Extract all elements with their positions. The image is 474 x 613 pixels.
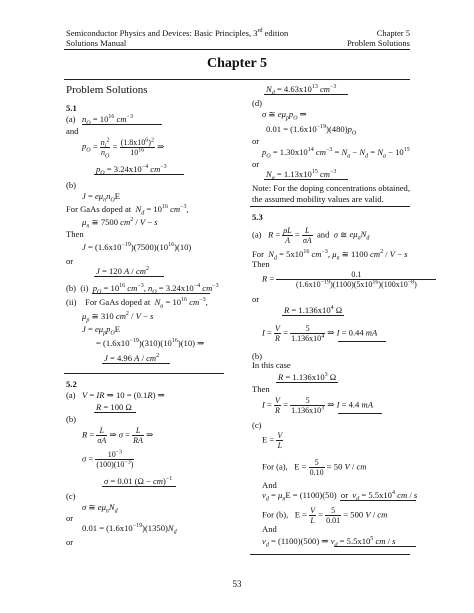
text-and-2: And	[262, 480, 277, 490]
eq-p0-result: $p_O = 3.24x10^{-4}$ $cm^{-3}$	[96, 164, 167, 177]
text-in-this-case: In this case	[252, 360, 291, 370]
eq-sigma-p: σ ≅ $e\mu_pp_O$ ⇒	[262, 109, 307, 122]
text-then-2: Then	[252, 259, 270, 269]
text-or-3: or	[66, 537, 74, 547]
eq-5-2-a: (a) V = IR ⇒ 10 = (0.1R) ⇒	[66, 390, 165, 400]
eq-sigma-result: σ = 0.01 (Ω − cm)$^{-1}$	[104, 476, 173, 486]
eq-J-result: J = 120 A / $cm^2$	[96, 266, 149, 276]
header-left: Semiconductor Physics and Devices: Basic Principles, 3rd edition Solutions Manual	[66, 28, 289, 48]
eq-5-1-a: (a) $n_O = 10^{16}$ $cm^{-3}$	[66, 114, 133, 127]
eq-R-result: R = 100 Ω	[96, 402, 132, 412]
eq-J: $J = e\mu_nn_OE$	[82, 191, 121, 204]
eq-R-numbers: R = $\frac{0.1}{(1.6x10^{-19})(1100)(5x10^{16})(100x10^{-8})}$	[262, 270, 436, 289]
eq-I-a: I = $\frac{V}{R}$ = $\frac{5}{1.136x10^4}$ ⇒ I = 0.44 mA	[262, 324, 378, 343]
text-and-3: And	[262, 524, 277, 534]
eq-E: E = $\frac{V}{L}$	[262, 431, 283, 450]
eq-R-result-b: $R = 1.136x10^3$ Ω	[278, 372, 337, 382]
header-rule	[64, 49, 410, 50]
eq-J-p-numbers: = $(1.6x10^{-19})(310)(10^{16})(10)$ ⇒	[96, 338, 205, 348]
eq-mobility-p: $\mu_p$ ≅ 310 $cm^2 / V - s$	[82, 311, 154, 324]
section-rule	[64, 79, 410, 80]
eq-sigma-solve: $0.01 = (1.6x10^{-19})(1350)N_d$	[82, 523, 177, 536]
eq-R-result-a: $R = 1.136x10^4$ Ω	[284, 305, 343, 315]
text-for-Nd: For $N_d = 5x10^{16}$ $cm^{-3}$, $\mu_n$ ≅ 1100 $cm^2 / V - s$	[252, 249, 408, 262]
eq-sigma-def: σ ≅ $e\mu_nN_d$	[82, 502, 118, 515]
eq-Nd-result: $N_d = 4.63x10^{13}$ $cm^{-3}$	[266, 84, 337, 97]
eq-J-p: $J = e\mu_pp_OE$	[82, 324, 121, 337]
eq-vd-a: $v_d = \mu_nE = (1100)(50)$ or $v_d = 5.5x10^4$ cm / s	[262, 490, 418, 503]
eq-p0: $p_O$ = $\frac{n_i^2}{n_O}$ = $\frac{(1.8x10^6)^2}{10^{16}}$ ⇒	[82, 137, 165, 160]
text-then: Then	[66, 229, 84, 239]
problem-5-3-heading: 5.3	[252, 212, 263, 222]
text-or-4: or	[252, 136, 260, 146]
eq-J-numbers: $J = (1.6x10^{-19})(7500)(10^{16})(10)$	[82, 242, 192, 252]
text-gaas-doped: For GaAs doped at $N_d = 10^{16}$ $cm^{-3}$,	[66, 204, 189, 217]
eq-E-b: For (b), E = $\frac{V}{L}$ = $\frac{5}{0.01}$ = 500 V / cm	[262, 506, 388, 525]
problem-5-2-heading: 5.2	[66, 379, 77, 389]
text-or-2: or	[66, 513, 74, 523]
section-title: Problem Solutions	[66, 84, 148, 96]
eq-Na-result: $N_a = 1.13x10^{15}$ $cm^{-3}$	[266, 169, 337, 182]
eq-mobility: $\mu_n$ ≅ 7500 $cm^2 / V - s$	[82, 217, 158, 230]
page-number: 53	[232, 579, 242, 589]
label-2c: (c)	[66, 491, 76, 501]
eq-E-a: For (a), E = $\frac{5}{0.10}$ = 50 V / cm	[262, 458, 367, 477]
label-3c: (c)	[252, 420, 262, 430]
label-2b: (b)	[66, 414, 77, 424]
text-and: and	[66, 126, 79, 136]
eq-sigma-p-numbers: $0.01 = (1.6x10^{-19})(480)p_O$	[266, 124, 357, 137]
eq-vd-b: $v_d = (1100)(500)$ ⇒ $v_d = 5.5x10^5$ cm / s	[262, 536, 396, 549]
eq-J-p-result: J = 4.96 A / $cm^2$	[104, 353, 160, 363]
eq-5-1-b-i: (b) (i) $p_O = 10^{16}$ $cm^{-3}$, $n_O = 3.24x10^{-4}$ $cm^{-3}$	[66, 283, 219, 296]
problem-5-1-heading: 5.1	[66, 103, 77, 113]
note: Note: For the doping concentrations obtained, the assumed mobility values are valid.	[252, 183, 410, 204]
eq-sigma-numbers: σ = $\frac{10^{-3}}{(100)(10^{-3})}$	[82, 449, 134, 469]
eq-I-b: I = $\frac{V}{R}$ = $\frac{5}{1.136x10^3}$ ⇒ I = 4.4 mA	[262, 396, 373, 415]
chapter-title: Chapter 5	[206, 56, 268, 71]
label-d: (d)	[252, 98, 263, 108]
eq-p0-d: $p_O = 1.30x10^{14}$ $cm^{-3} = N_a - N_d = N_a - 10^{15}$	[262, 147, 410, 160]
text-or-1: or	[66, 256, 74, 266]
text-or-5: or	[252, 159, 260, 169]
eq-R-sigma: R = $\frac{L}{\sigma A}$ ⇒ σ = $\frac{L}{RA}$ ⇒	[82, 426, 154, 445]
eq-5-3-a: (a) R = $\frac{\rho L}{A}$ = $\frac{L}{\sigma A}$ and σ ≅ $e\mu_nN_d$	[252, 226, 370, 245]
header-right: Chapter 5 Problem Solutions	[346, 28, 410, 48]
text-then-3: Then	[252, 384, 270, 394]
label-3b: (b)	[252, 351, 263, 361]
text-ii: (ii) For GaAs doped at $N_a = 10^{16}$ $cm^{-3}$,	[66, 297, 208, 310]
text-or-6: or	[252, 294, 260, 304]
label-b: (b)	[66, 180, 77, 190]
